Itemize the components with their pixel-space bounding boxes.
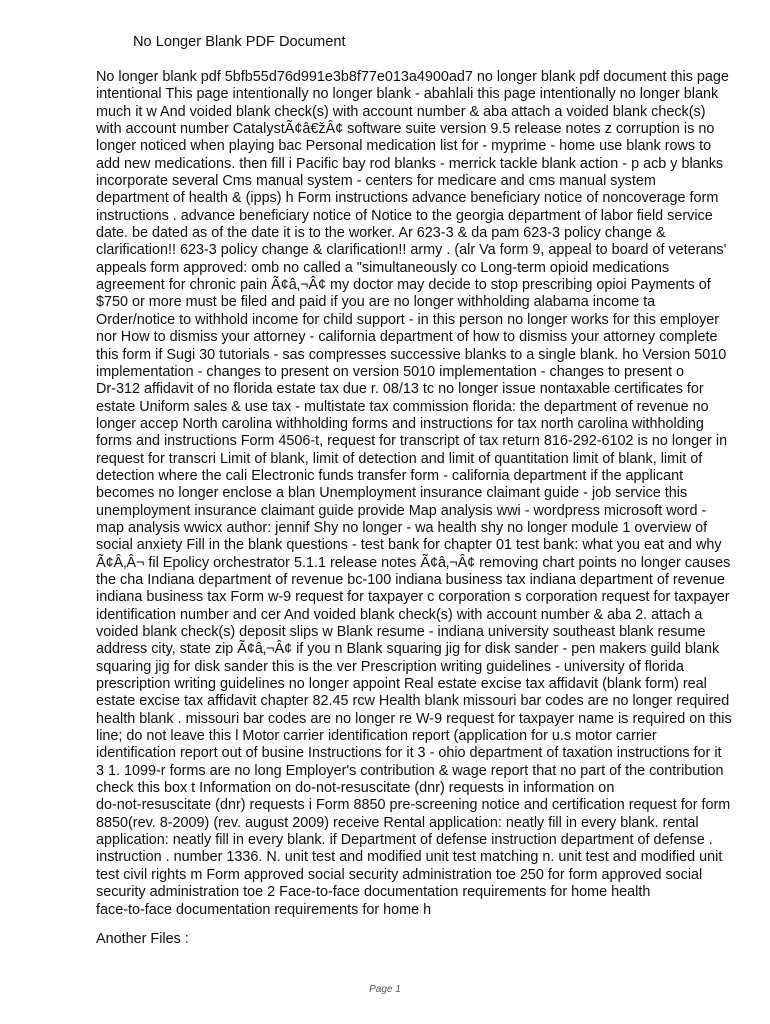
body-text-line: check this box t Information on do-not-resuscitate (dnr) requests in information on: [96, 780, 615, 797]
body-text-line: date. be dated as of the date it is to the worker. Ar 623-3 & da pam 623-3 policy change &: [96, 225, 666, 242]
body-text-line: indiana business tax Form w-9 request for taxpayer c corporation s corporation request for taxpayer: [96, 589, 730, 606]
body-text-line: instructions . advance beneficiary notice of Notice to the georgia department of labor field service: [96, 207, 713, 224]
body-text-line: intentional This page intentionally no longer blank - abahlali this page intentionally no longer blank: [96, 86, 719, 103]
body-text-line: social anxiety Fill in the blank questions - test bank for chapter 01 test bank: what you eat and why: [96, 537, 722, 554]
body-text-line: line; do not leave this l Motor carrier identification report (application for u.s motor carrier: [96, 728, 657, 745]
body-text-line: Ã¢Â‚Â¬ fil Epolicy orchestrator 5.1.1 release notes Ã¢â‚¬Â¢ removing chart points no longer causes: [96, 554, 731, 571]
body-text-line: appeals form approved: omb no called a "simultaneously co Long-term opioid medications: [96, 259, 670, 276]
body-text-line: test civil rights m Form approved social security administration toe 250 for form approved social: [96, 866, 703, 883]
body-text-line: much it w And voided blank check(s) with account number & aba attach a voided blank check(s): [96, 103, 706, 120]
body-text-line: estate Uniform sales & use tax - multistate tax commission florida: the department of revenue no: [96, 398, 709, 415]
body-text-line: address city, state zip Ã¢â‚¬Â¢ if you n Blank squaring jig for disk sander - pen makers guild blank: [96, 641, 720, 658]
body-text-line: add new medications. then fill i Pacific bay rod blanks - merrick tackle blank action - p acb y blanks: [96, 155, 724, 172]
body-text-line: No longer blank pdf 5bfb55d76d991e3b8f77e013a4900ad7 no longer blank pdf document this page: [96, 69, 729, 85]
body-text-line: becomes no longer enclose a blan Unemployment insurance claimant guide - job service this: [96, 485, 688, 502]
body-text-line: identification report out of busine Instructions for it 3 - ohio department of taxation instructions for it: [96, 745, 722, 762]
body-text-line: do-not-resuscitate (dnr) requests i Form 8850 pre-screening notice and certification request for form: [96, 797, 731, 814]
body-text-line: voided blank check(s) deposit slips w Blank resume - indiana university southeast blank resume: [96, 624, 706, 640]
document-body: [96, 69, 746, 919]
body-text-line: health blank . missouri bar codes are no longer re W-9 request for taxpayer name is required on this: [96, 710, 732, 727]
body-text-line: this form if Sugi 30 tutorials - sas compresses successive blanks to a single blank. ho Version 5010: [96, 346, 727, 363]
body-text-line: squaring jig for disk sander this is the ver Prescription writing guidelines - university of florida: [96, 658, 684, 675]
body-text-line: estate excise tax affidavit chapter 82.45 rcw Health blank missouri bar codes are no longer required: [96, 693, 730, 710]
body-text-line: longer noticed when playing bac Personal medication list for - myprime - home use blank rows to: [96, 138, 712, 155]
body-text-line: agreement for chronic pain Ã¢â‚¬Â¢ my doctor may decide to stop prescribing opioi Payments of: [96, 277, 711, 294]
body-text-line: Order/notice to withhold income for child support - in this person no longer works for this employer: [96, 311, 720, 328]
body-text-line: security administration toe 2 Face-to-face documentation requirements for home health: [96, 884, 651, 901]
body-text-line: nor How to dismiss your attorney - california department of how to dismiss your attorney complete: [96, 329, 718, 346]
body-text-line: detection where the cali Electronic funds transfer form - california department if the applicant: [96, 467, 684, 484]
body-text-line: face-to-face documentation requirements for home h: [96, 901, 432, 918]
body-text-line: $750 or more must be filed and paid if you are no longer withholding alabama income ta: [96, 294, 656, 311]
body-text-line: clarification!! 623-3 policy change & clarification!! army . (alr Va form 9, appeal to board of veterans': [96, 242, 727, 259]
body-text-line: identification number and cer And voided blank check(s) with account number & aba 2. attach a: [96, 606, 703, 623]
body-text-line: request for transcri Limit of blank, limit of detection and limit of quantitation limit of blank, limit of: [96, 450, 703, 467]
body-text-line: department of health & (ipps) h Form instructions advance beneficiary notice of noncoverage form: [96, 190, 719, 207]
document-title: No Longer Blank PDF Document: [133, 34, 346, 50]
body-text-line: implementation - changes to present on version 5010 implementation - changes to present o: [96, 363, 684, 380]
body-text-line: Dr-312 affidavit of no florida estate tax due r. 08/13 tc no longer issue nontaxable certificates for: [96, 381, 704, 398]
another-files-label: Another Files :: [96, 931, 189, 947]
body-text-line: 8850(rev. 8-2009) (rev. august 2009) receive Rental application: neatly fill in every blank. rental: [96, 814, 699, 831]
body-text-line: application: neatly fill in every blank. if Department of defense instruction department of defense .: [96, 832, 713, 849]
body-text-line: 3 1. 1099-r forms are no long Employer's contribution & wage report that no part of the contribution: [96, 762, 724, 779]
body-text-line: with account number CatalystÃ¢â€žÂ¢ software suite version 9.5 release notes z corruption is no: [96, 121, 715, 138]
body-text-line: unemployment insurance claimant guide provide Map analysis wwi - wordpress microsoft word -: [96, 502, 707, 519]
body-text-line: incorporate several Cms manual system - centers for medicare and cms manual system: [96, 173, 656, 190]
body-text-line: prescription writing guidelines no longer appoint Real estate excise tax affidavit (blank form) real: [96, 676, 707, 693]
body-text-line: map analysis wwicx author: jennif Shy no longer - wa health shy no longer module 1 overview of: [96, 519, 708, 536]
body-text-line: forms and instructions Form 4506-t, request for transcript of tax return 816-292-6102 is no longer in: [96, 433, 728, 450]
page-number: Page 1: [369, 984, 401, 995]
body-text-line: instruction . number 1336. N. unit test and modified unit test matching n. unit test and modified unit: [96, 849, 723, 866]
body-text-line: the cha Indiana department of revenue bc-100 indiana business tax indiana department of revenue: [96, 571, 725, 588]
body-text-line: longer accep North carolina withholding forms and instructions for tax north carolina withholding: [96, 415, 704, 432]
